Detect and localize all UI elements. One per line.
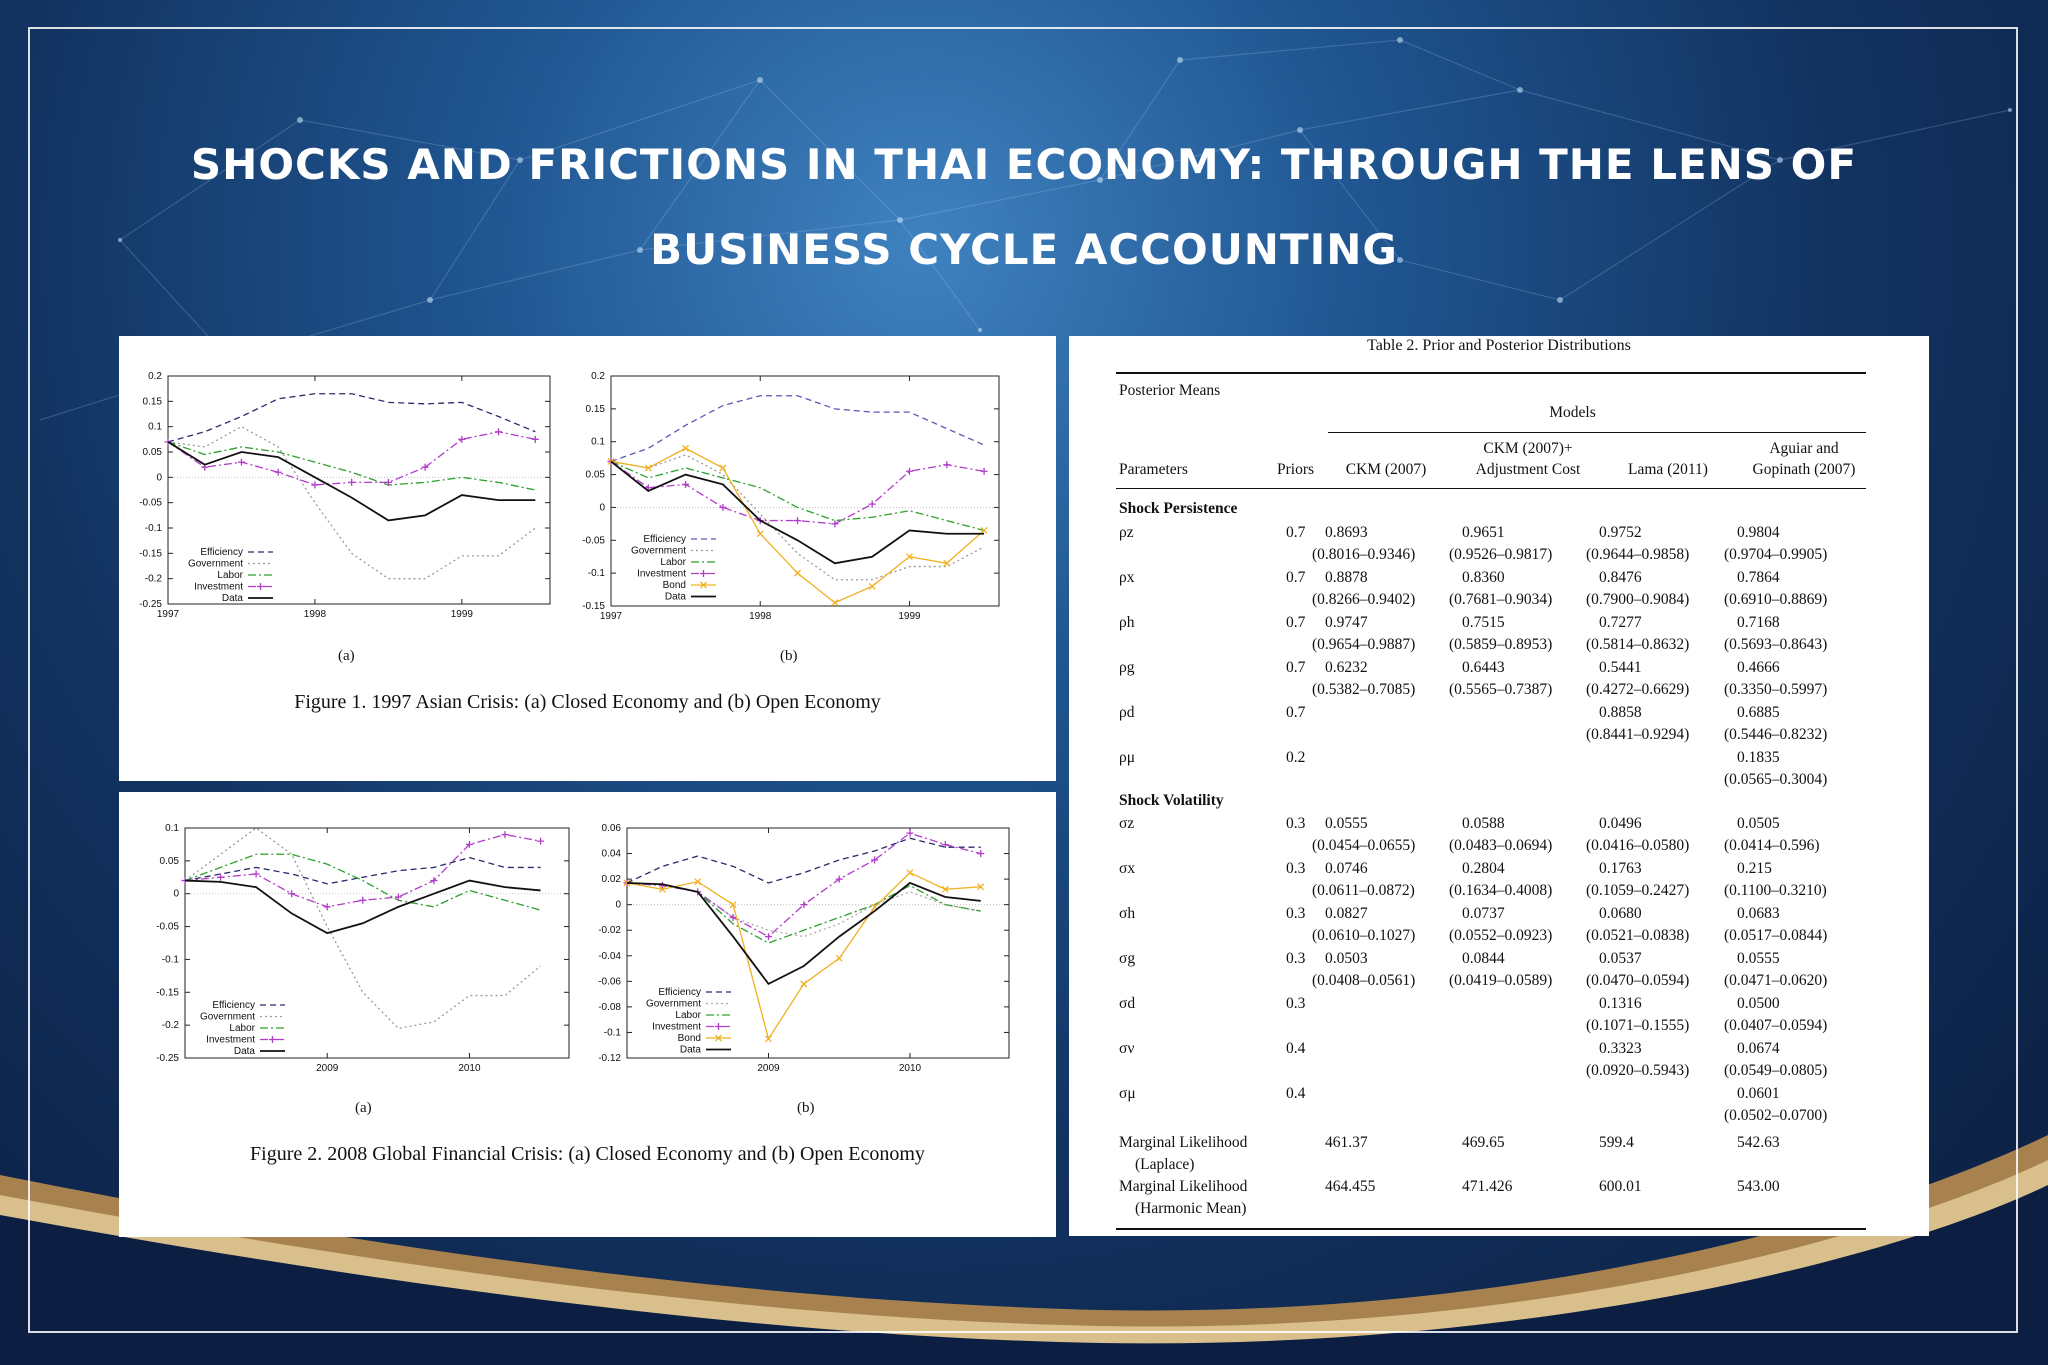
models-label: Models <box>1549 404 1596 421</box>
persistence-param-2: ρh <box>1119 614 1135 631</box>
legend-label-labor: Labor <box>217 570 243 581</box>
persistence-mean-2-4: 0.7168 <box>1737 614 1780 631</box>
x-tick-label: 2009 <box>757 1063 780 1074</box>
persistence-prior-2: 0.7 <box>1286 614 1306 631</box>
persistence-prior-1: 0.7 <box>1286 569 1306 586</box>
persistence-interval-5-4: (0.0565–0.3004) <box>1724 771 1828 788</box>
persistence-mean-2-3: 0.7277 <box>1599 614 1642 631</box>
legend-label-government: Government <box>199 1011 255 1023</box>
y-tick-label: 0 <box>599 502 605 514</box>
persistence-mean-0-3: 0.9752 <box>1599 524 1642 541</box>
y-tick-label: 0 <box>615 899 621 911</box>
legend-label-investment: Investment <box>652 1021 701 1033</box>
volatility-mean-1-4: 0.215 <box>1737 860 1772 877</box>
likelihood-label-0: Marginal Likelihood <box>1119 1134 1248 1151</box>
persistence-prior-5: 0.2 <box>1286 749 1306 766</box>
volatility-interval-3-3: (0.0470–0.0594) <box>1586 972 1690 989</box>
legend-label-data: Data <box>221 593 243 604</box>
y-tick-label: 0.2 <box>591 371 605 382</box>
figure-2b-label: (b) <box>797 1100 815 1116</box>
persistence-interval-2-1: (0.9654–0.9887) <box>1312 636 1416 653</box>
volatility-interval-4-4: (0.0407–0.0594) <box>1724 1017 1828 1034</box>
volatility-prior-6: 0.4 <box>1286 1085 1306 1102</box>
volatility-interval-6-4: (0.0502–0.0700) <box>1724 1107 1828 1124</box>
x-tick-label: 1997 <box>599 611 623 622</box>
persistence-mean-2-1: 0.9747 <box>1325 614 1368 631</box>
persistence-mean-3-4: 0.4666 <box>1737 659 1780 676</box>
y-tick-label: 0.04 <box>601 848 621 860</box>
volatility-interval-0-2: (0.0483–0.0694) <box>1449 837 1553 854</box>
persistence-param-1: ρx <box>1119 569 1135 586</box>
likelihood-sublabel-1: (Harmonic Mean) <box>1135 1200 1247 1217</box>
header-parameters: Parameters <box>1119 461 1188 478</box>
y-tick-label: 0.05 <box>585 469 605 481</box>
volatility-interval-2-4: (0.0517–0.0844) <box>1724 927 1828 944</box>
chart-1 <box>582 371 999 622</box>
volatility-mean-3-1: 0.0503 <box>1325 950 1368 967</box>
likelihood-value-1-1: 464.455 <box>1325 1178 1376 1195</box>
volatility-mean-0-3: 0.0496 <box>1599 815 1642 832</box>
persistence-interval-1-1: (0.8266–0.9402) <box>1312 591 1416 608</box>
persistence-label: Shock Persistence <box>1119 500 1238 517</box>
volatility-mean-2-2: 0.0737 <box>1462 905 1505 922</box>
volatility-mean-0-4: 0.0505 <box>1737 815 1780 832</box>
volatility-param-0: σz <box>1119 815 1135 832</box>
persistence-prior-3: 0.7 <box>1286 659 1306 676</box>
y-tick-label: 0.05 <box>159 855 179 867</box>
x-tick-label: 2009 <box>316 1063 339 1074</box>
persistence-prior-0: 0.7 <box>1286 524 1306 541</box>
y-tick-label: 0 <box>156 472 162 484</box>
persistence-prior-4: 0.7 <box>1286 704 1306 721</box>
y-tick-label: 0.15 <box>142 396 162 408</box>
table-bottom-rule <box>1116 1228 1866 1230</box>
persistence-param-4: ρd <box>1119 704 1135 721</box>
legend-label-labor: Labor <box>675 1010 701 1021</box>
likelihood-value-0-4: 542.63 <box>1737 1134 1780 1151</box>
figure-1b-label: (b) <box>780 648 798 664</box>
volatility-param-3: σg <box>1119 950 1136 967</box>
header-aguiar-2: Gopinath (2007) <box>1752 461 1856 478</box>
y-tick-label: -0.02 <box>598 925 621 937</box>
volatility-prior-3: 0.3 <box>1286 950 1306 967</box>
legend-label-investment: Investment <box>194 581 243 593</box>
likelihood-value-0-1: 461.37 <box>1325 1134 1368 1151</box>
legend-label-investment: Investment <box>206 1034 255 1046</box>
persistence-mean-3-2: 0.6443 <box>1462 659 1505 676</box>
y-tick-label: -0.15 <box>582 601 605 612</box>
x-tick-label: 1999 <box>450 609 473 620</box>
y-tick-label: -0.1 <box>587 568 605 580</box>
header-ckm: CKM (2007) <box>1345 461 1427 478</box>
table-title: Table 2. Prior and Posterior Distributions <box>1367 337 1631 354</box>
table-top-rule <box>1116 372 1866 374</box>
chart-2 <box>156 823 569 1074</box>
y-tick-label: -0.05 <box>156 921 179 933</box>
volatility-interval-1-1: (0.0611–0.0872) <box>1312 882 1415 899</box>
likelihood-value-0-2: 469.65 <box>1462 1134 1505 1151</box>
persistence-interval-4-4: (0.5446–0.8232) <box>1724 726 1828 743</box>
y-tick-label: 0.1 <box>165 823 179 834</box>
header-priors: Priors <box>1277 461 1315 478</box>
volatility-mean-4-3: 0.1316 <box>1599 995 1642 1012</box>
models-rule <box>1328 432 1866 433</box>
persistence-mean-5-4: 0.1835 <box>1737 749 1780 766</box>
volatility-mean-4-4: 0.0500 <box>1737 995 1780 1012</box>
volatility-param-6: σμ <box>1119 1085 1136 1102</box>
persistence-param-3: ρg <box>1119 659 1135 676</box>
persistence-interval-0-1: (0.8016–0.9346) <box>1312 546 1416 563</box>
volatility-param-5: σν <box>1119 1040 1135 1057</box>
persistence-interval-3-4: (0.3350–0.5997) <box>1724 681 1828 698</box>
volatility-interval-1-3: (0.1059–0.2427) <box>1586 882 1690 899</box>
table-2-panel <box>1069 336 1929 1236</box>
legend-label-data: Data <box>664 591 686 603</box>
header-ckm-adj-1: CKM (2007)+ <box>1483 440 1573 457</box>
volatility-interval-4-3: (0.1071–0.1555) <box>1586 1017 1690 1034</box>
legend-label-labor: Labor <box>660 557 686 568</box>
volatility-interval-3-2: (0.0419–0.0589) <box>1449 972 1553 989</box>
legend-label-efficiency: Efficiency <box>212 1000 255 1011</box>
persistence-mean-1-3: 0.8476 <box>1599 569 1642 586</box>
x-tick-label: 1998 <box>749 611 772 622</box>
figure-2-charts <box>119 792 1056 1237</box>
volatility-mean-0-1: 0.0555 <box>1325 815 1368 832</box>
y-tick-label: -0.1 <box>144 523 162 534</box>
persistence-interval-1-2: (0.7681–0.9034) <box>1449 591 1553 608</box>
volatility-mean-2-1: 0.0827 <box>1325 905 1368 922</box>
header-aguiar-1: Aguiar and <box>1769 440 1839 457</box>
page-title-line-1: SHOCKS AND FRICTIONS IN THAI ECONOMY: THROUGH THE LENS OF <box>190 140 1858 189</box>
figure-1-charts <box>119 336 1056 781</box>
x-tick-label: 1997 <box>156 609 180 620</box>
legend-label-government: Government <box>630 545 686 557</box>
volatility-mean-3-3: 0.0537 <box>1599 950 1642 967</box>
y-tick-label: 0.06 <box>601 823 621 834</box>
y-tick-label: -0.2 <box>161 1020 179 1032</box>
legend-label-efficiency: Efficiency <box>200 547 243 558</box>
persistence-interval-2-3: (0.5814–0.8632) <box>1586 636 1690 653</box>
y-tick-label: 0.1 <box>591 436 605 448</box>
y-tick-label: -0.05 <box>582 535 605 547</box>
volatility-mean-2-4: 0.0683 <box>1737 905 1780 922</box>
volatility-param-1: σx <box>1119 860 1136 877</box>
volatility-prior-4: 0.3 <box>1286 995 1306 1012</box>
likelihood-sublabel-0: (Laplace) <box>1135 1156 1195 1173</box>
likelihood-value-1-4: 543.00 <box>1737 1178 1780 1195</box>
x-tick-label: 2010 <box>458 1063 481 1074</box>
persistence-mean-3-3: 0.5441 <box>1599 659 1642 676</box>
persistence-mean-4-4: 0.6885 <box>1737 704 1780 721</box>
volatility-interval-1-4: (0.1100–0.3210) <box>1724 882 1827 899</box>
x-tick-label: 1999 <box>898 611 921 622</box>
volatility-mean-1-1: 0.0746 <box>1325 860 1368 877</box>
figure-1a-label: (a) <box>338 648 355 664</box>
persistence-param-5: ρμ <box>1119 749 1136 766</box>
y-tick-label: 0.1 <box>148 421 162 433</box>
legend-label-efficiency: Efficiency <box>643 534 686 545</box>
volatility-interval-3-1: (0.0408–0.0561) <box>1312 972 1416 989</box>
legend-label-bond: Bond <box>677 1033 701 1044</box>
volatility-mean-5-3: 0.3323 <box>1599 1040 1642 1057</box>
y-tick-label: -0.06 <box>598 976 621 988</box>
y-tick-label: 0 <box>173 888 179 900</box>
persistence-mean-1-4: 0.7864 <box>1737 569 1780 586</box>
persistence-mean-1-1: 0.8878 <box>1325 569 1368 586</box>
chart-0 <box>139 371 550 620</box>
persistence-interval-4-3: (0.8441–0.9294) <box>1586 726 1690 743</box>
volatility-interval-2-2: (0.0552–0.0923) <box>1449 927 1553 944</box>
volatility-mean-0-2: 0.0588 <box>1462 815 1505 832</box>
y-tick-label: -0.04 <box>598 950 621 962</box>
legend-label-labor: Labor <box>229 1023 255 1034</box>
persistence-mean-0-1: 0.8693 <box>1325 524 1368 541</box>
y-tick-label: -0.1 <box>603 1027 621 1039</box>
volatility-prior-0: 0.3 <box>1286 815 1306 832</box>
volatility-interval-2-3: (0.0521–0.0838) <box>1586 927 1690 944</box>
persistence-mean-0-2: 0.9651 <box>1462 524 1505 541</box>
persistence-interval-2-2: (0.5859–0.8953) <box>1449 636 1553 653</box>
legend-label-efficiency: Efficiency <box>658 987 701 998</box>
legend-label-bond: Bond <box>662 580 686 591</box>
figure-1-panel <box>119 336 1056 781</box>
volatility-mean-3-2: 0.0844 <box>1462 950 1505 967</box>
volatility-interval-5-3: (0.0920–0.5943) <box>1586 1062 1690 1079</box>
volatility-mean-3-4: 0.0555 <box>1737 950 1780 967</box>
persistence-mean-4-3: 0.8858 <box>1599 704 1642 721</box>
volatility-interval-1-2: (0.1634–0.4008) <box>1449 882 1553 899</box>
volatility-label: Shock Volatility <box>1119 792 1224 809</box>
y-tick-label: -0.05 <box>139 497 162 509</box>
header-rule <box>1116 488 1866 489</box>
y-tick-label: -0.15 <box>139 548 162 560</box>
x-tick-label: 2010 <box>898 1063 922 1074</box>
y-tick-label: -0.1 <box>161 954 179 966</box>
legend-label-data: Data <box>679 1044 701 1056</box>
figure-1-caption: Figure 1. 1997 Asian Crisis: (a) Closed Economy and (b) Open Economy <box>294 691 881 713</box>
volatility-mean-2-3: 0.0680 <box>1599 905 1642 922</box>
y-tick-label: -0.25 <box>156 1053 179 1064</box>
persistence-param-0: ρz <box>1119 524 1134 541</box>
volatility-mean-6-4: 0.0601 <box>1737 1085 1780 1102</box>
legend-label-government: Government <box>645 998 701 1010</box>
likelihood-value-1-2: 471.426 <box>1462 1178 1513 1195</box>
persistence-mean-3-1: 0.6232 <box>1325 659 1368 676</box>
persistence-interval-0-2: (0.9526–0.9817) <box>1449 546 1553 563</box>
persistence-interval-3-2: (0.5565–0.7387) <box>1449 681 1553 698</box>
persistence-interval-1-4: (0.6910–0.8869) <box>1724 591 1828 608</box>
persistence-mean-0-4: 0.9804 <box>1737 524 1780 541</box>
y-tick-label: -0.2 <box>144 573 162 585</box>
section-label: Posterior Means <box>1119 382 1221 399</box>
y-tick-label: -0.25 <box>139 599 162 610</box>
volatility-mean-1-3: 0.1763 <box>1599 860 1642 877</box>
persistence-interval-0-3: (0.9644–0.9858) <box>1586 546 1690 563</box>
page-title-line-2: BUSINESS CYCLE ACCOUNTING <box>650 225 1398 274</box>
legend-label-investment: Investment <box>637 568 686 580</box>
y-tick-label: 0.2 <box>148 371 162 382</box>
volatility-interval-3-4: (0.0471–0.0620) <box>1724 972 1828 989</box>
x-tick-label: 1998 <box>303 609 327 620</box>
persistence-mean-1-2: 0.8360 <box>1462 569 1505 586</box>
legend-label-government: Government <box>187 558 243 570</box>
persistence-interval-0-4: (0.9704–0.9905) <box>1724 546 1828 563</box>
header-ckm-adj-2: Adjustment Cost <box>1475 461 1581 478</box>
volatility-interval-0-4: (0.0414–0.596) <box>1724 837 1820 854</box>
figure-2-caption: Figure 2. 2008 Global Financial Crisis: (a) Closed Economy and (b) Open Economy <box>250 1143 925 1165</box>
volatility-interval-0-1: (0.0454–0.0655) <box>1312 837 1416 854</box>
chart-3 <box>598 823 1009 1074</box>
volatility-prior-2: 0.3 <box>1286 905 1306 922</box>
y-tick-label: 0.15 <box>585 403 605 415</box>
likelihood-label-1: Marginal Likelihood <box>1119 1178 1248 1195</box>
y-tick-label: -0.08 <box>598 1001 621 1013</box>
header-lama: Lama (2011) <box>1628 461 1708 478</box>
likelihood-value-0-3: 599.4 <box>1599 1134 1634 1151</box>
volatility-prior-1: 0.3 <box>1286 860 1306 877</box>
persistence-interval-3-3: (0.4272–0.6629) <box>1586 681 1690 698</box>
volatility-param-2: σh <box>1119 905 1136 922</box>
volatility-mean-1-2: 0.2804 <box>1462 860 1505 877</box>
likelihood-value-1-3: 600.01 <box>1599 1178 1642 1195</box>
y-tick-label: 0.05 <box>142 447 162 458</box>
volatility-interval-2-1: (0.0610–0.1027) <box>1312 927 1416 944</box>
persistence-mean-2-2: 0.7515 <box>1462 614 1505 631</box>
y-tick-label: -0.15 <box>156 987 179 999</box>
persistence-interval-2-4: (0.5693–0.8643) <box>1724 636 1828 653</box>
volatility-interval-5-4: (0.0549–0.0805) <box>1724 1062 1828 1079</box>
figure-2a-label: (a) <box>355 1100 372 1116</box>
y-tick-label: 0.02 <box>601 874 621 886</box>
volatility-prior-5: 0.4 <box>1286 1040 1306 1057</box>
volatility-param-4: σd <box>1119 995 1136 1012</box>
legend-label-data: Data <box>233 1046 255 1057</box>
figure-2-panel <box>119 792 1056 1237</box>
persistence-interval-3-1: (0.5382–0.7085) <box>1312 681 1416 698</box>
volatility-interval-0-3: (0.0416–0.0580) <box>1586 837 1690 854</box>
persistence-interval-1-3: (0.7900–0.9084) <box>1586 591 1690 608</box>
y-tick-label: -0.12 <box>598 1053 621 1064</box>
volatility-mean-5-4: 0.0674 <box>1737 1040 1780 1057</box>
